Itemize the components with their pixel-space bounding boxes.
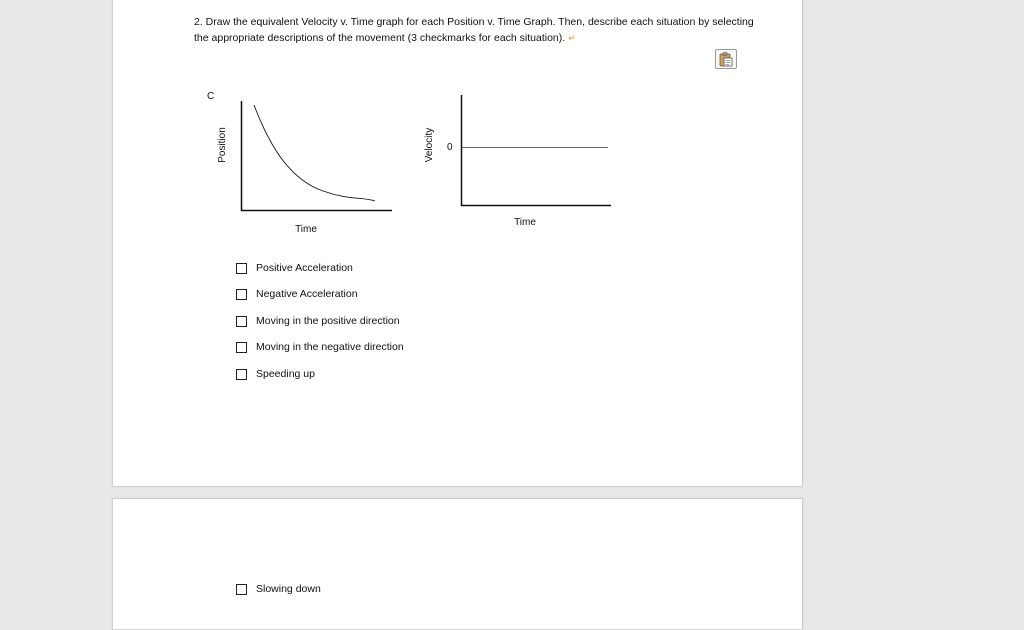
checkbox-box[interactable] — [236, 289, 247, 300]
position-curve — [254, 105, 375, 201]
velocity-axis-label: Velocity — [424, 127, 435, 163]
paste-options-icon — [718, 51, 734, 67]
document-page-1 — [112, 0, 803, 487]
checkbox-speeding-up[interactable] — [236, 367, 315, 381]
graph-label: C — [207, 91, 215, 102]
checkbox-label: Slowing down — [256, 583, 321, 595]
checkbox-slowing-down[interactable] — [236, 582, 321, 596]
checkbox-label: Moving in the negative direction — [256, 341, 404, 353]
paragraph-mark: ↵ — [568, 33, 576, 43]
position-axis-label: Position — [217, 127, 228, 163]
checkbox-box[interactable] — [236, 584, 247, 595]
checkbox-label: Positive Acceleration — [256, 262, 353, 274]
checkbox-negative-acceleration[interactable] — [236, 287, 358, 301]
checkbox-label: Moving in the positive direction — [256, 315, 400, 327]
velocity-time-axis-label: Time — [514, 217, 536, 228]
checkbox-box[interactable] — [236, 342, 247, 353]
velocity-time-graph — [413, 87, 623, 237]
checkbox-positive-acceleration[interactable] — [236, 261, 353, 275]
paste-options-button[interactable] — [715, 49, 737, 69]
checkbox-label: Speeding up — [256, 368, 315, 380]
position-time-graph — [193, 87, 403, 247]
checkbox-box[interactable] — [236, 316, 247, 327]
position-time-axis-label: Time — [295, 224, 317, 235]
checkbox-moving-negative-direction[interactable] — [236, 340, 404, 354]
velocity-zero-label: 0 — [447, 142, 453, 153]
document-page-2 — [112, 498, 803, 630]
checkbox-box[interactable] — [236, 369, 247, 380]
checkbox-box[interactable] — [236, 263, 247, 274]
question-text-block — [194, 14, 754, 46]
question-text: 2. Draw the equivalent Velocity v. Time graph for each Position v. Time Graph. Then, describe each situation by selecting the appropriate descriptions of the movement (3 checkmarks for each situation). — [194, 16, 754, 44]
checkbox-label: Negative Acceleration — [256, 288, 358, 300]
checkbox-moving-positive-direction[interactable] — [236, 314, 400, 328]
